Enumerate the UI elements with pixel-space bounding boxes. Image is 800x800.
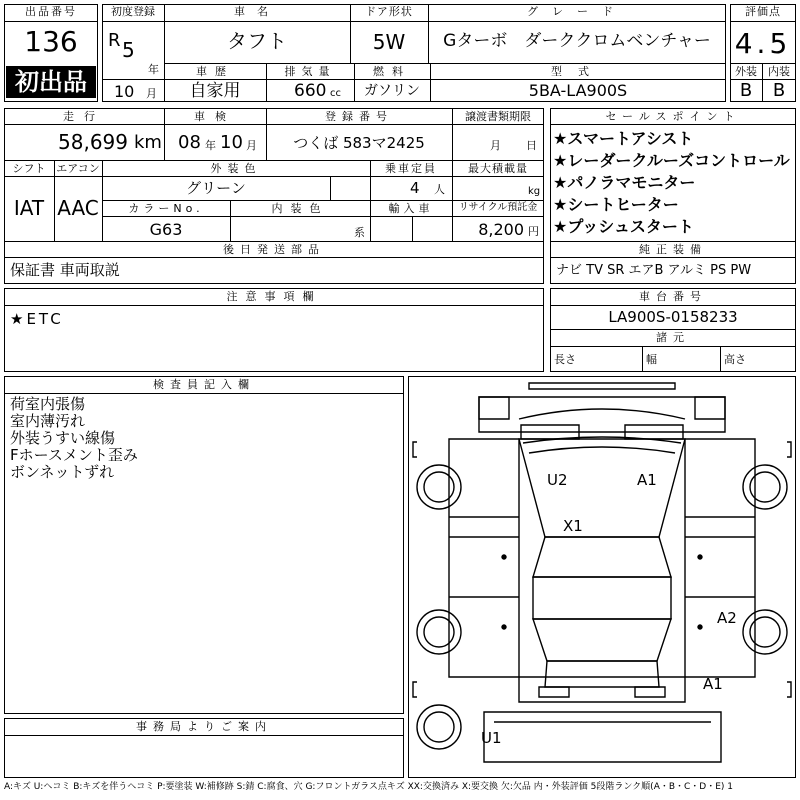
ac-label: エアコン [56,162,100,175]
first-reg-label: 初度登録 [111,5,155,18]
sales-point-item: ★プッシュスタート [553,217,694,236]
load-label: 最大積載量 [468,162,528,175]
equipment: ナビ TV SR エアB アルミ PS PW [556,263,752,278]
displacement-label: 排気量 [284,65,336,78]
damage-mark: A1 [703,675,723,693]
chassis-label: 車台番号 [639,290,707,303]
model-label: 型式 [551,65,605,78]
transfer-day: 日 [526,139,537,152]
width-label: 幅 [646,353,657,366]
score-label: 評価点 [745,5,781,18]
transfer-month: 月 [490,139,501,152]
interior-label: 内装 [768,65,790,78]
shift-label: シフト [12,162,46,175]
length-label: 長さ [554,353,576,366]
car-name-label: 車名 [234,5,280,18]
score: 4.5 [734,27,792,60]
displacement: 660 [294,81,327,101]
lot-label: 出品番号 [25,5,77,18]
damage-mark: U2 [547,471,568,489]
sales-point-item: ★シートヒーター [553,195,679,214]
exterior-color: グリーン [186,179,246,197]
shift: IAT [13,196,45,220]
first-listing-badge: 初出品 [6,66,96,98]
inspection-year: 08 [178,132,201,153]
inspector-line: ボンネットずれ [10,463,115,481]
inspection-label: 車検 [194,110,236,123]
interior-color-unit: 系 [354,226,365,239]
capacity-unit: 人 [434,183,445,196]
inspector-line: 荷室内張傷 [10,395,86,413]
car-diagram [408,376,796,778]
reg-year: 5 [122,38,135,62]
history: 自家用 [189,81,241,101]
sales-points-label: セールスポイント [605,110,741,123]
inspector-line: 外装うすい線傷 [10,429,116,447]
legend: A:キズ U:ヘコミ B:キズを伴うヘコミ P:要塗装 W:補修跡 S:錆 C:腐食、穴 G:フロントガラス点キズ XX:交換済み X:要交換 欠:欠品 内・外装評価 5段階ランク順(A・B・C・D・E) 1 [4,782,734,792]
fuel: ガソリン [364,83,420,99]
recycle-label: リサイクル預託金 [458,202,538,213]
later-parts-label: 後日発送部品 [223,243,325,256]
recycle-fee: 8,200 [478,220,524,239]
sales-point-item: ★レーダークルーズコントロール [553,151,790,170]
grade: Gターボ ダーククロムベンチャー [443,31,711,51]
capacity: 4 [410,179,420,197]
sales-point-item: ★スマートアシスト [553,129,694,148]
equipment-label: 純正装備 [639,243,707,256]
reg-month: 10 [114,82,135,101]
ac: AAC [57,196,99,220]
car-name: タフト [227,29,287,53]
chassis-number: LA900S-0158233 [608,308,738,326]
inspection-month-unit: 月 [246,139,257,152]
exterior-grade: B [739,80,753,101]
height-label: 高さ [724,353,746,366]
damage-mark: A1 [637,471,657,489]
color-no-label: カラーNo. [128,202,204,215]
car-outline-diagram [409,377,795,777]
transfer-label: 譲渡書類期限 [465,110,531,123]
door-type: 5W [372,30,406,54]
model: 5BA-LA900S [528,81,628,100]
plate-number: つくば 583マ2425 [293,134,425,152]
era: R [108,30,121,51]
import-label: 輸入車 [388,202,434,215]
later-parts: 保証書 車両取説 [10,261,120,279]
inspection-year-unit: 年 [205,139,216,152]
notes-label: 注意事項欄 [226,290,322,303]
inspector-line: Fホースメント歪み [10,446,138,464]
color-no: G63 [149,220,183,239]
interior-grade: B [772,80,786,101]
year-unit: 年 [148,63,159,76]
dims-label: 諸元 [656,331,690,344]
recycle-unit: 円 [528,225,539,238]
mileage: 58,699 [58,130,128,154]
inspector-line: 室内薄汚れ [10,412,86,430]
displacement-unit: cc [330,88,341,99]
load-unit: kg [528,186,541,197]
damage-mark: X1 [563,517,583,535]
notes-value: ★ETC [10,310,64,328]
capacity-label: 乗車定員 [385,162,437,175]
color-label: 外装色 [210,162,262,175]
month-unit: 月 [146,87,157,100]
office-label: 事務局よりご案内 [136,720,272,733]
grade-label: グレード [527,5,627,18]
plate-label: 登録番号 [325,110,393,123]
damage-mark: U1 [481,729,502,747]
lot-number: 136 [24,25,78,58]
inspector-label: 検査員記入欄 [153,378,255,391]
inspection-month: 10 [220,132,243,153]
sales-point-item: ★パノラマモニター [553,173,696,192]
history-label: 車歴 [196,65,234,78]
door-label: ドア形状 [365,5,413,18]
exterior-label: 外装 [735,65,757,78]
damage-mark: A2 [717,609,737,627]
interior-color-label: 内装色 [271,202,329,215]
fuel-label: 燃料 [373,65,411,78]
mileage-unit: km [134,132,162,153]
mileage-label: 走行 [63,110,105,123]
